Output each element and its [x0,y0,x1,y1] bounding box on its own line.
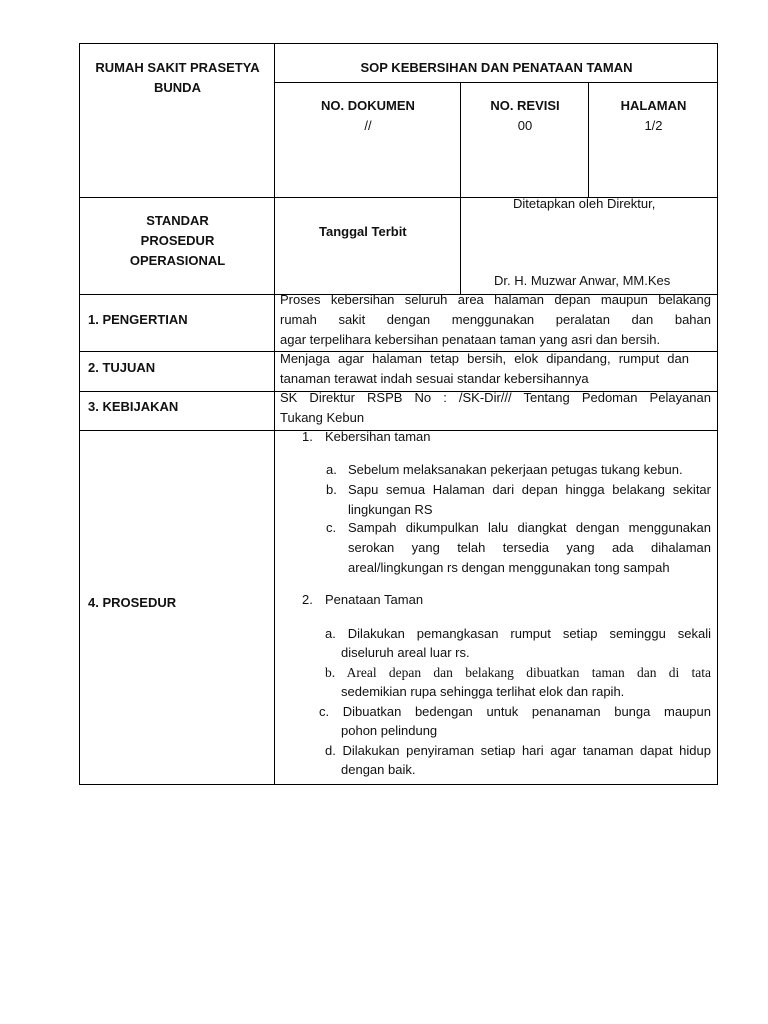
hospital-name-line1: RUMAH SAKIT PRASETYA [95,60,260,75]
kebijakan-line: SK Direktur RSPB No : /SK-Dir/// Tentang Pedoman Pelayanan [280,390,711,405]
halaman-label: HALAMAN [620,98,687,113]
s1b-line: lingkungan RS [348,502,433,517]
no-revisi-value: 00 [517,118,533,133]
ditetapkan-text: Ditetapkan oleh Direktur, [513,196,656,211]
tujuan-line: tanaman terawat indah sesuai standar kebersihannya [280,371,589,386]
halaman-value: 1/2 [644,118,663,133]
s2b-line2: sedemikian rupa sehingga terlihat elok dan rapih. [341,684,625,699]
border-left [79,43,80,785]
hospital-name-line2: BUNDA [154,80,201,95]
s1c-line: areal/lingkungan rs dengan menggunakan tong sampah [348,560,670,575]
sop-label-line3: OPERASIONAL [129,253,226,268]
director-name: Dr. H. Muzwar Anwar, MM.Kes [494,273,671,288]
no-dokumen-value: // [364,118,372,133]
section1-number: 1. [302,429,313,444]
s2b-text [325,663,711,683]
s2d-line2: dengan baik. [341,762,416,777]
border-top [79,43,718,44]
tujuan-text [280,349,689,389]
s1c-line: Sampah dikumpulkan lalu diangkat dengan menggunakan [348,520,711,535]
s1c-letter: c. [326,520,337,535]
s1b-line: Sapu semua Halaman dari depan hingga belakang sekitar [348,482,711,497]
sop-label-line2: PROSEDUR [140,233,215,248]
s1a-letter: a. [326,462,337,477]
tujuan-line: Menjaga agar halaman tetap bersih, elok dipandang, rumput dan [280,351,689,366]
s2d-text [325,741,711,761]
kebijakan-label: 3. KEBIJAKAN [88,399,179,414]
s2a-text [325,624,711,644]
no-dokumen-label: NO. DOKUMEN [321,98,415,113]
s2d-line: d. Dilakukan penyiraman setiap hari agar tanaman dapat hidup [325,743,711,758]
s2c-text [319,702,711,722]
section2-number: 2. [302,592,313,607]
s1b-text [348,480,711,520]
s2a-line: a. Dilakukan pemangkasan rumput setiap seminggu sekali [325,626,711,641]
border-right [717,43,718,785]
document-title: SOP KEBERSIHAN DAN PENATAAN TAMAN [360,60,633,75]
s1b-letter: b. [326,482,337,497]
s2c-line: c. Dibuatkan bedengan untuk penanaman bunga maupun [319,704,711,719]
border-bottom [79,784,718,785]
tanggal-terbit-label: Tanggal Terbit [319,224,407,239]
s2b-line: b. Areal depan dan belakang dibuatkan taman dan di tata [325,665,711,680]
divider-title [274,82,718,83]
s2a-line2: diseluruh areal luar rs. [341,645,470,660]
sop-label-line1: STANDAR [146,213,209,228]
s1c-line: serokan yang telah tersedia yang ada dihalaman [348,540,711,555]
s2c-line2: pohon pelindung [341,723,438,738]
section2-title: Penataan Taman [325,592,424,607]
col-divider-main [274,43,275,785]
prosedur-label: 4. PROSEDUR [88,595,177,610]
s1c-text [348,518,711,578]
kebijakan-line: Tukang Kebun [280,410,365,425]
no-revisi-label: NO. REVISI [490,98,560,113]
s1a-text: Sebelum melaksanakan pekerjaan petugas tukang kebun. [348,462,683,477]
pengertian-line: rumah sakit dengan menggunakan peralatan dan bahan [280,312,711,327]
pengertian-line: Proses kebersihan seluruh area halaman depan maupun belakang [280,292,711,307]
pengertian-line: agar terpelihara kebersihan penataan taman yang asri dan bersih. [280,332,661,347]
pengertian-text [280,290,711,350]
pengertian-label: 1. PENGERTIAN [88,312,188,327]
kebijakan-text [280,388,711,428]
section1-title: Kebersihan taman [325,429,431,444]
tujuan-label: 2. TUJUAN [88,360,156,375]
